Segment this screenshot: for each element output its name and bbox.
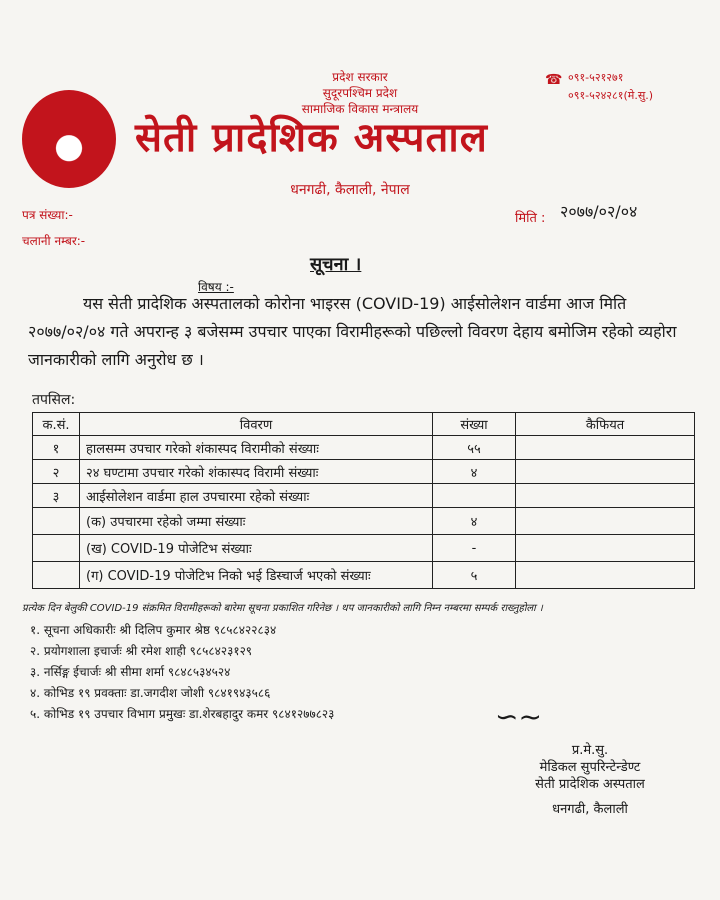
letterhead-province: सुदूरपश्चिम प्रदेश [322,86,398,100]
row-remarks [516,484,695,508]
letter-number-label: पत्र संख्या:- [22,208,73,222]
date-label: मिति : [515,211,546,226]
row-description: (ग) COVID-19 पोजेटिभ निको भई डिस्चार्ज भएको संख्याः [80,562,433,589]
nepal-emblem-logo [22,90,116,188]
signature-org: सेती प्रादेशिक अस्पताल [535,777,645,792]
row-count: ४ [433,460,516,484]
row-description: हालसम्म उपचार गरेको शंकास्पद विरामीको संख्याः [80,436,433,460]
subject-label: विषय :- [198,280,234,294]
row-count: - [433,535,516,562]
row-count: ५ [433,562,516,589]
table-row [33,436,695,460]
contact-item: ५. कोभिड १९ उपचार विभाग प्रमुखः डा.शेरबहादुर कमर ९८४१२७७८२३ [30,707,335,721]
table-row [33,460,695,484]
table-header-row [33,413,695,436]
row-count [433,484,516,508]
row-sn: १ [33,436,80,460]
table-row [33,484,695,508]
signature-block [490,742,690,818]
letterhead-ministry: सामाजिक विकास मन्त्रालय [301,102,419,116]
contact-item: ४. कोभिड १९ प्रवक्ताः डा.जगदीश जोशी ९८४१९४३५८६ [30,686,271,700]
row-remarks [516,436,695,460]
header-sn: क.सं. [33,413,80,436]
header-count: संख्या [433,413,516,436]
contact-list [30,620,334,725]
hospital-title: सेती प्रादेशिक अस्पताल [135,115,488,161]
row-sn [33,562,80,589]
header-description: विवरण [80,413,433,436]
row-remarks [516,460,695,484]
phone-icon: ☎ [545,72,563,88]
table-row [33,535,695,562]
letterhead-address: धनगढी, कैलाली, नेपाल [290,182,410,198]
row-sn [33,535,80,562]
table-row [33,562,695,589]
signature-role: मेडिकल सुपरिन्टेन्डेण्ट [539,760,641,775]
letterhead-gov: प्रदेश सरकार [332,70,388,84]
row-count: ५५ [433,436,516,460]
row-count: ४ [433,508,516,535]
signature-title: प्र.मे.सु. [571,743,609,758]
phone-2: ०९१-५२४२८१(मे.सु.) [568,89,654,102]
row-sn [33,508,80,535]
row-description: (क) उपचारमा रहेको जम्मा संख्याः [80,508,433,535]
notice-body: यस सेती प्रादेशिक अस्पतालको कोरोना भाइरस (COVID-19) आईसोलेशन वार्डमा आज मिति २०७७/०२/०४ गते अपरान्ह ३ बजेसम्म उपचार पाएका विरामीहरूको पछिल्लो विवरण देहाय बमोजिम रहेको व्यहोरा जानकारीको लागि अनुरोध छ । [28,294,677,369]
phone-1: ०९१-५२१२७१ [568,71,624,84]
row-remarks [516,562,695,589]
contact-item: ३. नर्सिङ्ग ईचार्जः श्री सीमा शर्मा ९८४८५३४५२४ [30,665,231,679]
row-description: (ख) COVID-19 पोजेटिभ संख्याः [80,535,433,562]
row-remarks [516,508,695,535]
details-label: तपसिल: [32,392,76,408]
date-value: २०७७/०२/०४ [560,202,638,221]
dispatch-number-label: चलानी नम्बर:- [22,234,86,248]
row-sn: ३ [33,484,80,508]
table-row [33,508,695,535]
header-remarks: कैफियत [516,413,695,436]
row-remarks [516,535,695,562]
patient-summary-table [32,412,695,589]
row-sn: २ [33,460,80,484]
contact-item: २. प्रयोगशाला इचार्जः श्री रमेश शाही ९८५८४२३१२९ [30,644,253,658]
signature-mark: ∽~ [495,700,542,733]
notice-heading: सूचना । [310,254,362,275]
row-description: आईसोलेशन वार्डमा हाल उपचारमा रहेको संख्याः [80,484,433,508]
contact-item: १. सूचना अधिकारीः श्री दिलिप कुमार श्रेष्ठ ९८५८४२२८३४ [30,623,277,637]
row-description: २४ घण्टामा उपचार गरेको शंकास्पद विरामी संख्याः [80,460,433,484]
footnote: प्रत्येक दिन बेलुकी COVID-19 संक्रमित विरामीहरूको बारेमा सूचना प्रकाशित गरिनेछ । थप जानकारीको लागि निम्न नम्बरमा सम्पर्क राख्नुहोला । [22,603,543,614]
signature-place: धनगढी, कैलाली [552,802,628,817]
